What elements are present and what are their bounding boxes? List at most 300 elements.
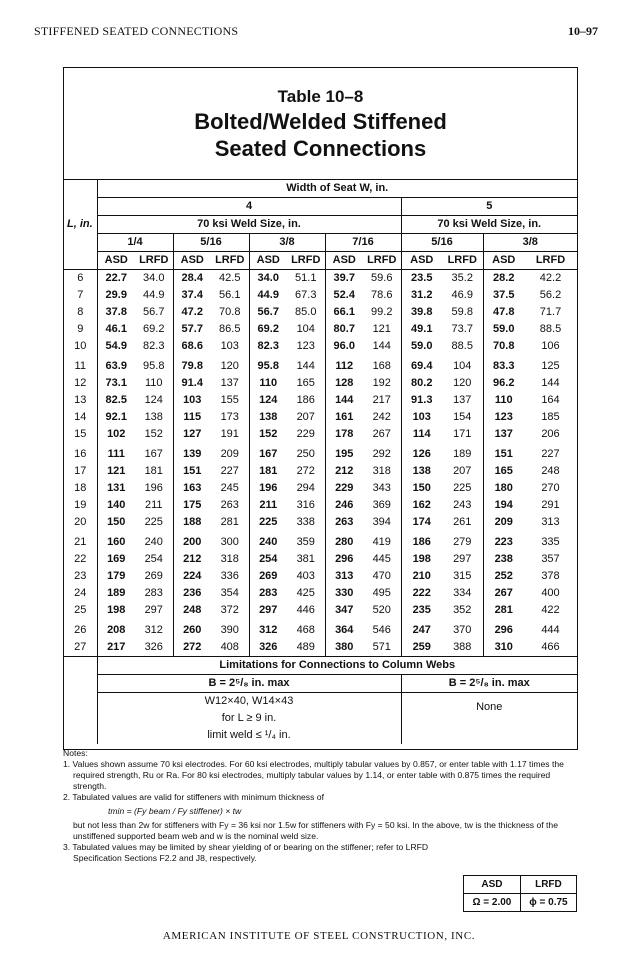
table-row <box>64 585 577 602</box>
asd-value-cell: 380 <box>325 639 363 657</box>
lrfd-value-cell: 56.1 <box>219 289 241 301</box>
lrfd-value-cell: 403 <box>296 570 315 582</box>
asd-value-cell: 212 <box>173 551 211 568</box>
length-cell: 8 <box>77 306 84 318</box>
table-row <box>64 392 577 409</box>
asd-value-cell: 175 <box>173 497 211 514</box>
weld-size: 5/16 <box>173 234 249 252</box>
lrfd-value-cell: 240 <box>144 536 163 548</box>
lrfd-value-cell: 263 <box>220 499 239 511</box>
asd-value-cell: 44.9 <box>249 287 287 304</box>
lrfd-header: LRFD <box>442 252 483 270</box>
lrfd-value-cell: 283 <box>144 587 163 599</box>
lrfd-value-cell: 121 <box>372 323 391 335</box>
asd-value-cell: 189 <box>97 585 135 602</box>
table-row <box>64 480 577 497</box>
limitations-title: Limitations for Connections to Column Webs <box>97 657 577 675</box>
length-cell: 23 <box>74 570 87 582</box>
lrfd-value-cell: 110 <box>144 377 163 389</box>
note-2-continued: but not less than 2w for stiffeners with Fy = 36 ksi nor 1.5w for stiffeners with Fy = 50 ksi. In the above, tw is the thickness of the unstiffened supported beam web and w is the nominal weld size. <box>73 820 558 841</box>
asd-value-cell: 110 <box>249 375 287 392</box>
asd-value-cell: 47.2 <box>173 304 211 321</box>
lrfd-value-cell: 343 <box>372 482 391 494</box>
length-cell: 26 <box>74 624 87 636</box>
asd-value-cell: 138 <box>249 409 287 426</box>
asd-value-cell: 236 <box>173 585 211 602</box>
lrfd-value-cell: 359 <box>296 536 315 548</box>
asd-value-cell: 198 <box>401 551 442 568</box>
asd-value-cell: 112 <box>325 355 363 375</box>
asd-value-cell: 272 <box>173 639 211 657</box>
asd-value-cell: 144 <box>325 392 363 409</box>
asd-value-cell: 260 <box>173 619 211 639</box>
asd-value-cell: 223 <box>483 531 524 551</box>
lrfd-header: LRFD <box>363 252 401 270</box>
asd-header: ASD <box>483 252 524 270</box>
table-row <box>64 426 577 443</box>
lrfd-value-cell: 106 <box>541 340 560 352</box>
asd-value-cell: 29.9 <box>97 287 135 304</box>
table-row <box>64 568 577 585</box>
lrfd-value-cell: 173 <box>220 411 239 423</box>
lrfd-value-cell: 378 <box>541 570 560 582</box>
asd-value-cell: 59.0 <box>483 321 524 338</box>
lrfd-value-cell: 315 <box>453 570 472 582</box>
lrfd-value-cell: 313 <box>541 516 560 528</box>
asd-value-cell: 224 <box>173 568 211 585</box>
capacity-table <box>64 179 577 744</box>
weld-size: 1/4 <box>97 234 173 252</box>
page-number: 10–97 <box>568 24 598 38</box>
lrfd-value-cell: 138 <box>144 411 163 423</box>
lrfd-value-cell: 99.2 <box>371 306 393 318</box>
lrfd-value-cell: 422 <box>541 604 560 616</box>
asd-value-cell: 49.1 <box>401 321 442 338</box>
weld-header-5: 70 ksi Weld Size, in. <box>401 216 577 234</box>
lrfd-value-cell: 88.5 <box>539 323 562 335</box>
lrfd-value-cell: 42.2 <box>539 272 562 284</box>
lrfd-value-cell: 269 <box>144 570 163 582</box>
asd-value-cell: 174 <box>401 514 442 531</box>
asd-value-cell: 186 <box>401 531 442 551</box>
lrfd-value-cell: 370 <box>453 624 472 636</box>
lrfd-value-cell: 338 <box>296 516 315 528</box>
weld-size: 5/16 <box>401 234 483 252</box>
asd-value-cell: 225 <box>249 514 287 531</box>
asd-value-cell: 110 <box>483 392 524 409</box>
lrfd-value-cell: 73.7 <box>451 323 473 335</box>
note-3: 3. Tabulated values may be limited by shear yielding of or bearing on the stiffener; refer to LRFD Specification Sections F2.2 and J8, respectively. <box>63 842 429 863</box>
table-row <box>64 287 577 304</box>
lrfd-value-cell: 425 <box>296 587 315 599</box>
asd-value-cell: 269 <box>249 568 287 585</box>
lrfd-value-cell: 103 <box>220 340 239 352</box>
asd-value-cell: 163 <box>173 480 211 497</box>
asd-value-cell: 246 <box>325 497 363 514</box>
lrfd-value-cell: 207 <box>453 465 472 477</box>
asd-value-cell: 150 <box>401 480 442 497</box>
asd-value-cell: 254 <box>249 551 287 568</box>
lrfd-value-cell: 123 <box>296 340 315 352</box>
lrfd-value-cell: 227 <box>541 448 560 460</box>
table-row <box>64 355 577 375</box>
asd-value-cell: 28.4 <box>173 270 211 288</box>
length-cell: 10 <box>74 340 87 352</box>
lrfd-value-cell: 495 <box>372 587 391 599</box>
lrfd-value-cell: 211 <box>144 499 163 511</box>
lrfd-value-cell: 489 <box>296 641 315 653</box>
lrfd-value-cell: 144 <box>372 340 391 352</box>
lrfd-value-cell: 245 <box>220 482 239 494</box>
asd-value-cell: 37.5 <box>483 287 524 304</box>
length-cell: 9 <box>77 323 84 335</box>
lrfd-value-cell: 196 <box>144 482 163 494</box>
asd-value-cell: 31.2 <box>401 287 442 304</box>
factor-asd-label: ASD <box>464 876 521 894</box>
limitation-b-5: B = 2⁵/₈ in. max <box>401 675 577 693</box>
lrfd-value-cell: 279 <box>453 536 472 548</box>
asd-value-cell: 80.2 <box>401 375 442 392</box>
table-row <box>64 338 577 355</box>
lrfd-value-cell: 144 <box>541 377 560 389</box>
table-number: Table 10–8 <box>277 87 364 106</box>
asd-value-cell: 28.2 <box>483 270 524 288</box>
width-4-header: 4 <box>97 198 401 216</box>
lrfd-value-cell: 86.5 <box>219 323 241 335</box>
asd-header: ASD <box>97 252 135 270</box>
asd-value-cell: 121 <box>97 463 135 480</box>
asd-value-cell: 310 <box>483 639 524 657</box>
table-row <box>64 463 577 480</box>
lrfd-value-cell: 372 <box>220 604 239 616</box>
asd-header: ASD <box>173 252 211 270</box>
lrfd-value-cell: 254 <box>144 553 163 565</box>
lrfd-value-cell: 394 <box>372 516 391 528</box>
lrfd-value-cell: 243 <box>453 499 472 511</box>
asd-value-cell: 160 <box>97 531 135 551</box>
asd-value-cell: 152 <box>249 426 287 443</box>
asd-value-cell: 115 <box>173 409 211 426</box>
factor-omega: Ω = 2.00 <box>464 894 521 912</box>
weld-size: 3/8 <box>483 234 577 252</box>
asd-value-cell: 123 <box>483 409 524 426</box>
asd-header: ASD <box>249 252 287 270</box>
lrfd-value-cell: 171 <box>453 428 472 440</box>
asd-value-cell: 111 <box>97 443 135 463</box>
asd-value-cell: 103 <box>173 392 211 409</box>
lrfd-value-cell: 70.8 <box>219 306 241 318</box>
factor-lrfd-label: LRFD <box>520 876 576 894</box>
asd-value-cell: 37.4 <box>173 287 211 304</box>
lrfd-value-cell: 56.2 <box>539 289 562 301</box>
limitation-none: None <box>401 693 577 745</box>
lrfd-value-cell: 357 <box>541 553 560 565</box>
limitation-note-4-line2: for L ≥ 9 in. <box>97 710 401 727</box>
note-2: 2. Tabulated values are valid for stiffeners with minimum thickness of <box>63 792 324 802</box>
asd-value-cell: 179 <box>97 568 135 585</box>
lrfd-header: LRFD <box>287 252 325 270</box>
lrfd-value-cell: 267 <box>372 428 391 440</box>
lrfd-value-cell: 381 <box>296 553 315 565</box>
asd-value-cell: 91.3 <box>401 392 442 409</box>
table-row <box>64 602 577 619</box>
asd-value-cell: 198 <box>97 602 135 619</box>
asd-value-cell: 180 <box>483 480 524 497</box>
lrfd-value-cell: 207 <box>296 411 315 423</box>
asd-value-cell: 137 <box>483 426 524 443</box>
asd-value-cell: 63.9 <box>97 355 135 375</box>
length-cell: 11 <box>74 360 86 372</box>
table-row <box>64 375 577 392</box>
length-cell: 21 <box>74 536 87 548</box>
asd-value-cell: 151 <box>173 463 211 480</box>
length-cell: 13 <box>74 394 87 406</box>
note-1: 1. Values shown assume 70 ksi electrodes. For 60 ksi electrodes, multiply tabular values by 0.857, or enter table with 1.17 times the required strength, Ru or Ra. For 80 ksi electrodes, multiply tabular values by 1.14, or enter table with 0.875 times the required strength. <box>63 759 564 791</box>
length-cell: 6 <box>77 272 84 284</box>
asd-value-cell: 280 <box>325 531 363 551</box>
length-cell: 19 <box>74 499 87 511</box>
asd-value-cell: 267 <box>483 585 524 602</box>
weld-header-4: 70 ksi Weld Size, in. <box>97 216 401 234</box>
lrfd-header: LRFD <box>211 252 249 270</box>
lrfd-value-cell: 46.9 <box>451 289 473 301</box>
table-row <box>64 551 577 568</box>
lrfd-value-cell: 312 <box>144 624 163 636</box>
lrfd-value-cell: 270 <box>541 482 560 494</box>
lrfd-value-cell: 44.9 <box>143 289 165 301</box>
lrfd-value-cell: 104 <box>296 323 315 335</box>
asd-value-cell: 283 <box>249 585 287 602</box>
lrfd-value-cell: 164 <box>541 394 560 406</box>
asd-value-cell: 222 <box>401 585 442 602</box>
lrfd-value-cell: 165 <box>296 377 315 389</box>
weld-size: 7/16 <box>325 234 401 252</box>
lrfd-value-cell: 316 <box>296 499 315 511</box>
lrfd-value-cell: 388 <box>453 641 472 653</box>
lrfd-value-cell: 51.1 <box>295 272 317 284</box>
table-row <box>64 409 577 426</box>
asd-value-cell: 128 <box>325 375 363 392</box>
asd-value-cell: 95.8 <box>249 355 287 375</box>
asd-value-cell: 82.5 <box>97 392 135 409</box>
lrfd-value-cell: 446 <box>296 604 315 616</box>
lrfd-value-cell: 186 <box>296 394 315 406</box>
lrfd-value-cell: 352 <box>453 604 472 616</box>
asd-value-cell: 138 <box>401 463 442 480</box>
asd-value-cell: 46.1 <box>97 321 135 338</box>
lrfd-header: LRFD <box>524 252 577 270</box>
lrfd-value-cell: 85.0 <box>295 306 317 318</box>
lrfd-value-cell: 408 <box>220 641 239 653</box>
table-row <box>64 443 577 463</box>
asd-value-cell: 52.4 <box>325 287 363 304</box>
lrfd-value-cell: 35.2 <box>451 272 473 284</box>
lrfd-value-cell: 206 <box>541 428 560 440</box>
asd-value-cell: 296 <box>325 551 363 568</box>
asd-value-cell: 39.8 <box>401 304 442 321</box>
lrfd-value-cell: 390 <box>220 624 239 636</box>
lrfd-value-cell: 466 <box>541 641 560 653</box>
lrfd-value-cell: 261 <box>453 516 472 528</box>
footer-publisher: AMERICAN INSTITUTE OF STEEL CONSTRUCTION, INC. <box>162 930 476 942</box>
asd-value-cell: 83.3 <box>483 355 524 375</box>
lrfd-value-cell: 56.7 <box>143 306 165 318</box>
lrfd-value-cell: 326 <box>144 641 163 653</box>
lrfd-value-cell: 468 <box>296 624 315 636</box>
lrfd-value-cell: 217 <box>372 394 391 406</box>
asd-value-cell: 59.0 <box>401 338 442 355</box>
lrfd-value-cell: 571 <box>372 641 391 653</box>
lrfd-value-cell: 124 <box>144 394 163 406</box>
asd-value-cell: 188 <box>173 514 211 531</box>
lrfd-value-cell: 300 <box>220 536 239 548</box>
asd-value-cell: 131 <box>97 480 135 497</box>
width-5-header: 5 <box>401 198 577 216</box>
asd-value-cell: 69.4 <box>401 355 442 375</box>
asd-value-cell: 70.8 <box>483 338 524 355</box>
lrfd-value-cell: 334 <box>453 587 472 599</box>
asd-lrfd-header-row <box>64 252 577 270</box>
lrfd-value-cell: 167 <box>144 448 163 460</box>
asd-value-cell: 208 <box>97 619 135 639</box>
asd-value-cell: 66.1 <box>325 304 363 321</box>
length-cell: 16 <box>74 448 87 460</box>
asd-value-cell: 161 <box>325 409 363 426</box>
asd-value-cell: 22.7 <box>97 270 135 288</box>
asd-value-cell: 139 <box>173 443 211 463</box>
lrfd-value-cell: 168 <box>372 360 391 372</box>
lrfd-value-cell: 354 <box>220 587 239 599</box>
lrfd-value-cell: 227 <box>220 465 239 477</box>
table-row <box>64 514 577 531</box>
lrfd-value-cell: 104 <box>453 360 472 372</box>
asd-value-cell: 200 <box>173 531 211 551</box>
lrfd-value-cell: 82.3 <box>143 340 165 352</box>
asd-value-cell: 162 <box>401 497 442 514</box>
limitation-b-4: B = 2⁵/₈ in. max <box>97 675 401 693</box>
length-cell: 24 <box>74 587 87 599</box>
asd-value-cell: 312 <box>249 619 287 639</box>
lrfd-value-cell: 318 <box>372 465 391 477</box>
table-title-line2: Seated Connections <box>214 136 427 161</box>
lrfd-value-cell: 291 <box>541 499 560 511</box>
lrfd-value-cell: 209 <box>220 448 239 460</box>
lrfd-value-cell: 369 <box>372 499 391 511</box>
asd-value-cell: 91.4 <box>173 375 211 392</box>
lrfd-value-cell: 335 <box>541 536 560 548</box>
asd-value-cell: 80.7 <box>325 321 363 338</box>
asd-value-cell: 209 <box>483 514 524 531</box>
lrfd-header: LRFD <box>135 252 173 270</box>
table-row <box>64 304 577 321</box>
width-header: Width of Seat W, in. <box>97 180 577 198</box>
length-cell: 12 <box>74 377 87 389</box>
asd-value-cell: 47.8 <box>483 304 524 321</box>
table-row <box>64 321 577 338</box>
asd-value-cell: 281 <box>483 602 524 619</box>
asd-value-cell: 73.1 <box>97 375 135 392</box>
lrfd-value-cell: 152 <box>144 428 163 440</box>
asd-value-cell: 92.1 <box>97 409 135 426</box>
asd-value-cell: 313 <box>325 568 363 585</box>
asd-value-cell: 57.7 <box>173 321 211 338</box>
asd-value-cell: 195 <box>325 443 363 463</box>
length-cell: 7 <box>77 289 84 301</box>
lrfd-value-cell: 42.5 <box>219 272 241 284</box>
asd-value-cell: 364 <box>325 619 363 639</box>
lrfd-value-cell: 400 <box>541 587 560 599</box>
table-title <box>64 86 577 162</box>
lrfd-value-cell: 191 <box>220 428 239 440</box>
lrfd-value-cell: 120 <box>220 360 239 372</box>
lrfd-value-cell: 272 <box>296 465 315 477</box>
lrfd-value-cell: 137 <box>220 377 239 389</box>
asd-value-cell: 263 <box>325 514 363 531</box>
table-row <box>64 619 577 639</box>
lrfd-value-cell: 181 <box>144 465 163 477</box>
asd-value-cell: 217 <box>97 639 135 657</box>
lrfd-value-cell: 95.8 <box>143 360 165 372</box>
length-cell: 25 <box>74 604 87 616</box>
factor-phi: ϕ = 0.75 <box>520 894 576 912</box>
lrfd-value-cell: 225 <box>144 516 163 528</box>
table-row <box>64 497 577 514</box>
asd-value-cell: 126 <box>401 443 442 463</box>
lrfd-value-cell: 88.5 <box>451 340 473 352</box>
asd-value-cell: 235 <box>401 602 442 619</box>
length-cell: 14 <box>74 411 87 423</box>
lrfd-value-cell: 419 <box>372 536 391 548</box>
asd-value-cell: 39.7 <box>325 270 363 288</box>
lrfd-value-cell: 520 <box>372 604 391 616</box>
asd-value-cell: 297 <box>249 602 287 619</box>
asd-value-cell: 181 <box>249 463 287 480</box>
asd-value-cell: 150 <box>97 514 135 531</box>
notes-heading: Notes: <box>63 748 88 758</box>
asd-value-cell: 79.8 <box>173 355 211 375</box>
table-row <box>64 639 577 657</box>
length-cell: 18 <box>74 482 87 494</box>
asd-value-cell: 124 <box>249 392 287 409</box>
asd-value-cell: 211 <box>249 497 287 514</box>
length-cell: 17 <box>74 465 87 477</box>
asd-value-cell: 252 <box>483 568 524 585</box>
lrfd-value-cell: 445 <box>372 553 391 565</box>
resistance-factors <box>463 875 577 912</box>
asd-value-cell: 229 <box>325 480 363 497</box>
asd-header: ASD <box>401 252 442 270</box>
lrfd-value-cell: 144 <box>296 360 315 372</box>
weld-size: 3/8 <box>249 234 325 252</box>
asd-value-cell: 330 <box>325 585 363 602</box>
lrfd-value-cell: 192 <box>372 377 391 389</box>
asd-value-cell: 56.7 <box>249 304 287 321</box>
asd-value-cell: 69.2 <box>249 321 287 338</box>
asd-value-cell: 54.9 <box>97 338 135 355</box>
length-cell: 20 <box>74 516 87 528</box>
table-row <box>64 270 577 288</box>
lrfd-value-cell: 546 <box>372 624 391 636</box>
limitation-note-4-line1: W12×40, W14×43 <box>97 693 401 711</box>
note-2-formula: tmin = (Fy beam / Fy stiffener) × tw <box>108 806 242 816</box>
lrfd-value-cell: 71.7 <box>539 306 562 318</box>
asd-value-cell: 347 <box>325 602 363 619</box>
lrfd-value-cell: 78.6 <box>371 289 393 301</box>
lrfd-value-cell: 318 <box>220 553 239 565</box>
lrfd-value-cell: 185 <box>541 411 560 423</box>
lrfd-value-cell: 250 <box>296 448 315 460</box>
length-cell: 27 <box>74 641 87 653</box>
